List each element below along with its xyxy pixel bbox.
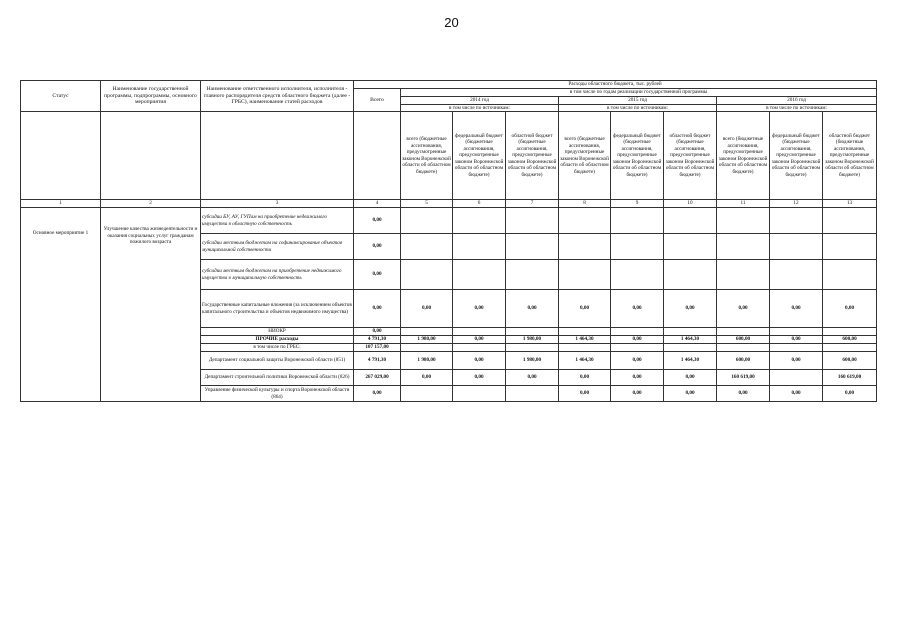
value-cell <box>717 234 770 260</box>
value-cell <box>611 260 664 290</box>
value-cell: 0,00 <box>770 352 823 370</box>
value-cell <box>823 208 877 234</box>
value-cell <box>401 386 453 402</box>
header-year-2016: 2016 год <box>717 97 877 105</box>
table-row <box>21 208 877 234</box>
value-cell: 160 619,00 <box>823 370 877 386</box>
row-label: в том числе по ГРБС: <box>201 344 354 352</box>
value-cell: 600,00 <box>823 352 877 370</box>
row-label: Департамент строительной политики Воронежской области (826) <box>201 370 354 386</box>
header-executor: Наименование ответственного исполнителя, исполнителя - главного распорядителя средств областного бюджета (далее - ГРБС), наименование статей расходов <box>201 81 354 112</box>
header-sources-2016: в том числе по источникам: <box>717 104 877 112</box>
value-cell <box>506 386 559 402</box>
value-cell <box>664 328 717 336</box>
value-cell: 0,00 <box>770 336 823 344</box>
value-cell <box>401 234 453 260</box>
column-number: 4 <box>354 200 401 208</box>
row-label: субсидии БУ, АУ, ГУПам на приобретение недвижимого имущества в областную собственность <box>201 208 354 234</box>
value-cell <box>611 208 664 234</box>
value-cell <box>453 344 506 352</box>
value-cell: 1 980,00 <box>506 336 559 344</box>
header-blank <box>354 112 401 200</box>
header-col-federal-2016: федеральный бюджет (бюджетные ассигнования, предусмотренные законом Воронежской области об областном бюджете) <box>770 112 823 200</box>
row-label: Департамент социальной защиты Воронежской области (851) <box>201 352 354 370</box>
column-number: 6 <box>453 200 506 208</box>
value-cell <box>664 208 717 234</box>
header-row-1 <box>21 81 877 89</box>
value-cell: 1 980,00 <box>401 336 453 344</box>
header-col-total-2016: всего (бюджетные ассигнования, предусмотренные законом Воронежской области об областном бюджете) <box>717 112 770 200</box>
value-cell: 0,00 <box>611 386 664 402</box>
value-cell: 0,00 <box>823 386 877 402</box>
value-cell <box>823 234 877 260</box>
header-year-2014: 2014 год <box>401 97 559 105</box>
column-number: 2 <box>101 200 201 208</box>
value-cell: 0,00 <box>453 336 506 344</box>
column-number: 7 <box>506 200 559 208</box>
row-label: НИОКР <box>201 328 354 336</box>
column-number: 5 <box>401 200 453 208</box>
value-cell: 0,00 <box>611 352 664 370</box>
header-sources-2015: в том числе по источникам: <box>559 104 717 112</box>
value-cell: 0,00 <box>354 328 401 336</box>
value-cell <box>506 260 559 290</box>
value-cell <box>823 344 877 352</box>
value-cell: 0,00 <box>717 290 770 328</box>
value-cell: 0,00 <box>664 290 717 328</box>
value-cell: 1 464,30 <box>664 336 717 344</box>
column-number-row <box>21 200 877 208</box>
value-cell <box>453 234 506 260</box>
column-number: 9 <box>611 200 664 208</box>
header-blank <box>21 112 101 200</box>
row-label: субсидии местным бюджетам на софинансирование объектов муниципальной собственности <box>201 234 354 260</box>
value-cell: 0,00 <box>506 370 559 386</box>
value-cell <box>770 344 823 352</box>
value-cell <box>717 328 770 336</box>
value-cell: 4 791,30 <box>354 336 401 344</box>
value-cell <box>506 208 559 234</box>
header-col-federal-2015: федеральный бюджет (бюджетные ассигнования, предусмотренные законом Воронежской области об областном бюджете) <box>611 112 664 200</box>
value-cell <box>770 208 823 234</box>
value-cell <box>453 328 506 336</box>
header-by-years: в том числе по годам реализации государственной программы <box>401 89 877 97</box>
value-cell: 600,00 <box>717 352 770 370</box>
header-blank <box>101 112 201 200</box>
row-label: Управление физической культуры и спорта Воронежской области (864) <box>201 386 354 402</box>
value-cell: 1 464,30 <box>559 352 611 370</box>
header-col-regional-2015: областной бюджет (бюджетные ассигнования, предусмотренные законом Воронежской области об областном бюджете) <box>664 112 717 200</box>
row-label: ПРОЧИЕ расходы <box>201 336 354 344</box>
value-cell: 267 029,00 <box>354 370 401 386</box>
value-cell: 1 980,00 <box>506 352 559 370</box>
value-cell <box>559 328 611 336</box>
value-cell: 0,00 <box>664 386 717 402</box>
value-cell: 0,00 <box>611 370 664 386</box>
value-cell: 600,00 <box>823 336 877 344</box>
header-col-total-2014: всего (бюджетные ассигнования, предусмотренные законом Воронежской области об областном бюджете) <box>401 112 453 200</box>
value-cell <box>717 344 770 352</box>
value-cell <box>823 260 877 290</box>
column-number: 12 <box>770 200 823 208</box>
value-cell <box>717 208 770 234</box>
row-status: Основное мероприятие 1 <box>21 208 101 402</box>
row-program-name: Улучшение качества жизнедеятельности и оказания социальных услуг гражданам пожилого возраста <box>101 208 201 402</box>
value-cell <box>823 328 877 336</box>
value-cell: 0,00 <box>611 290 664 328</box>
header-blank <box>201 112 354 200</box>
header-expenses-title: Расходы областного бюджета, тыс. рублей <box>354 81 877 89</box>
value-cell <box>506 234 559 260</box>
value-cell <box>770 370 823 386</box>
header-row-columns <box>21 112 877 200</box>
value-cell <box>559 234 611 260</box>
value-cell <box>401 208 453 234</box>
value-cell <box>401 260 453 290</box>
value-cell <box>559 344 611 352</box>
row-label: Государственные капитальные вложения (за исключением объектов капитального строительства и объектов недвижимого имущества) <box>201 290 354 328</box>
value-cell <box>770 328 823 336</box>
value-cell: 600,00 <box>717 336 770 344</box>
column-number: 10 <box>664 200 717 208</box>
value-cell <box>611 344 664 352</box>
header-total: Всего <box>354 89 401 112</box>
value-cell <box>717 260 770 290</box>
value-cell: 0,00 <box>559 386 611 402</box>
value-cell <box>401 344 453 352</box>
value-cell <box>559 208 611 234</box>
value-cell: 0,00 <box>453 370 506 386</box>
value-cell <box>770 234 823 260</box>
value-cell <box>611 328 664 336</box>
value-cell <box>453 208 506 234</box>
value-cell <box>559 260 611 290</box>
value-cell: 0,00 <box>770 386 823 402</box>
value-cell: 0,00 <box>559 370 611 386</box>
value-cell: 160 619,00 <box>717 370 770 386</box>
row-label: субсидии местным бюджетам на приобретение недвижимого имущества в муниципальную собственность <box>201 260 354 290</box>
value-cell: 0,00 <box>611 336 664 344</box>
value-cell <box>453 386 506 402</box>
value-cell: 0,00 <box>823 290 877 328</box>
value-cell: 0,00 <box>559 290 611 328</box>
header-col-federal-2014: федеральный бюджет (бюджетные ассигнования, предусмотренные законом Воронежской области об областном бюджете) <box>453 112 506 200</box>
value-cell <box>506 344 559 352</box>
value-cell: 0,00 <box>401 290 453 328</box>
header-program-name: Наименование государственной программы, подпрограммы, основного мероприятия <box>101 81 201 112</box>
header-col-regional-2014: областной бюджет (бюджетные ассигнования, предусмотренные законом Воронежской области об областном бюджете) <box>506 112 559 200</box>
value-cell: 0,00 <box>506 290 559 328</box>
header-col-total-2015: всего (бюджетные ассигнования, предусмотренные законом Воронежской области об областном бюджете) <box>559 112 611 200</box>
value-cell: 107 157,00 <box>354 344 401 352</box>
value-cell: 0,00 <box>354 386 401 402</box>
header-col-regional-2016: областной бюджет (бюджетные ассигнования, предусмотренные законом Воронежской области об областном бюджете) <box>823 112 877 200</box>
header-sources-2014: в том числе по источникам: <box>401 104 559 112</box>
value-cell <box>611 234 664 260</box>
budget-table <box>20 80 877 402</box>
value-cell: 0,00 <box>770 290 823 328</box>
value-cell <box>664 344 717 352</box>
value-cell: 0,00 <box>354 208 401 234</box>
column-number: 3 <box>201 200 354 208</box>
value-cell <box>664 234 717 260</box>
value-cell: 4 791,30 <box>354 352 401 370</box>
header-year-2015: 2015 год <box>559 97 717 105</box>
value-cell: 1 980,00 <box>401 352 453 370</box>
value-cell: 0,00 <box>354 290 401 328</box>
value-cell: 1 464,30 <box>559 336 611 344</box>
value-cell: 0,00 <box>453 290 506 328</box>
page-number: 20 <box>444 15 459 30</box>
value-cell <box>453 260 506 290</box>
value-cell <box>506 328 559 336</box>
value-cell <box>770 260 823 290</box>
value-cell: 0,00 <box>354 234 401 260</box>
value-cell: 0,00 <box>453 352 506 370</box>
value-cell: 0,00 <box>354 260 401 290</box>
column-number: 13 <box>823 200 877 208</box>
column-number: 1 <box>21 200 101 208</box>
header-status: Статус <box>21 81 101 112</box>
value-cell: 0,00 <box>401 370 453 386</box>
column-number: 11 <box>717 200 770 208</box>
value-cell: 0,00 <box>717 386 770 402</box>
value-cell <box>401 328 453 336</box>
value-cell <box>664 260 717 290</box>
value-cell: 1 464,30 <box>664 352 717 370</box>
value-cell: 0,00 <box>664 370 717 386</box>
column-number: 8 <box>559 200 611 208</box>
